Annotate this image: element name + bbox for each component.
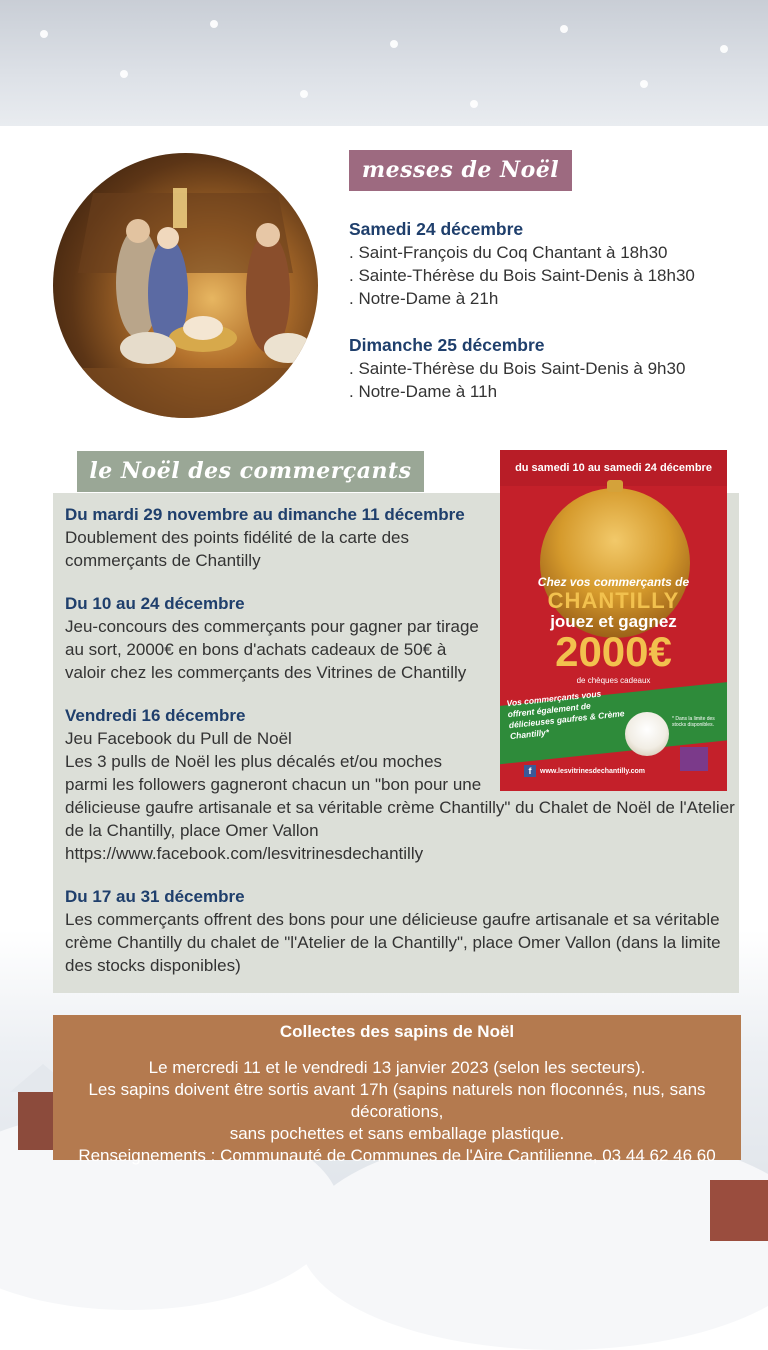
merchants-line: parmi les followers gagneront chacun un "bon pour une xyxy=(65,775,482,794)
tree-collection-line: Renseignements : Communauté de Communes de l'Aire Cantilienne, 03 44 62 46 60 xyxy=(78,1146,716,1165)
snowflake-icon xyxy=(40,30,48,38)
snowflake-icon xyxy=(720,45,728,53)
poster-note: * Dans la limite des stocks disponibles. xyxy=(672,716,715,728)
facebook-link[interactable]: https://www.facebook.com/lesvitrinesdechantilly xyxy=(65,844,424,863)
merchants-line: de la Chantilly, place Omer Vallon xyxy=(65,821,319,840)
merchants-line: crème Chantilly du chalet de "l'Atelier de la Chantilly", place Omer Vallon (dans la limite xyxy=(65,933,721,952)
poster-line: Chez vos commerçants de xyxy=(537,575,690,589)
merchants-line: Jeu Facebook du Pull de Noël xyxy=(65,729,292,748)
tree-collection-title: Collectes des sapins de Noël xyxy=(279,1022,515,1041)
tree-collection-panel xyxy=(53,1015,741,1165)
merchants-line: des stocks disponibles) xyxy=(65,956,241,975)
nativity-scene-image xyxy=(53,153,318,418)
snowflake-icon xyxy=(470,100,478,108)
masses-day-heading: Samedi 24 décembre xyxy=(349,219,524,239)
snowflake-icon xyxy=(120,70,128,78)
poster-website: www.lesvitrinesdechantilly.com xyxy=(540,768,646,775)
house-illustration xyxy=(710,1180,768,1241)
masses-line: . Notre-Dame à 11h xyxy=(349,382,498,401)
snow-banner xyxy=(0,0,768,126)
poster-play: jouez et gagnez xyxy=(550,612,677,631)
merchants-section-heading: Du mardi 29 novembre au dimanche 11 décembre xyxy=(65,505,465,524)
snowflake-icon xyxy=(300,90,308,98)
merchants-line: Jeu-concours des commerçants pour gagner par tirage xyxy=(65,617,479,636)
masses-line: . Saint-François du Coq Chantant à 18h30 xyxy=(349,243,668,262)
waffle-cream-icon xyxy=(625,712,669,756)
merchants-line: Les 3 pulls de Noël les plus décalés et/ou moches xyxy=(65,752,443,771)
poster-dates: du samedi 10 au samedi 24 décembre xyxy=(500,450,727,486)
merchants-line: valoir chez les commerçants des Vitrines de Chantilly xyxy=(65,663,467,682)
vitrines-logo xyxy=(680,747,708,771)
snowflake-icon xyxy=(390,40,398,48)
masses-day-heading: Dimanche 25 décembre xyxy=(349,335,545,355)
poster-city: CHANTILLY xyxy=(547,588,680,613)
merchants-section-heading: Du 10 au 24 décembre xyxy=(65,594,245,613)
facebook-icon: f xyxy=(524,765,536,777)
nativity-photo xyxy=(53,153,318,418)
tree-collection-line: Les sapins doivent être sortis avant 17h (sapins naturels non floconnés, nus, sans décorations, xyxy=(88,1080,706,1121)
poster-amount: 2000€ xyxy=(555,628,672,675)
masses-line: . Sainte-Thérèse du Bois Saint-Denis à 18h30 xyxy=(349,266,695,285)
poster-offer: Vos commerçants vous offrent également de délicieuses gaufres & Crème Chantilly* xyxy=(506,688,625,742)
snowflake-icon xyxy=(640,80,648,88)
poster-cheques: de chèques cadeaux xyxy=(576,676,651,685)
masses-line: . Notre-Dame à 21h xyxy=(349,289,499,308)
merchants-line: au sort, 2000€ en bons d'achats cadeaux de 50€ à xyxy=(65,640,447,659)
tree-collection-line: sans pochettes et sans emballage plastique. xyxy=(229,1124,565,1143)
merchants-line: commerçants de Chantilly xyxy=(65,551,261,570)
masses-line: . Sainte-Thérèse du Bois Saint-Denis à 9h30 xyxy=(349,359,686,378)
merchants-line: délicieuse gaufre artisanale et sa véritable crème Chantilly" du Chalet de Noël de l'Atelier xyxy=(65,798,735,817)
snowflake-icon xyxy=(560,25,568,33)
masses-tag: messes de Noël xyxy=(349,150,572,191)
promo-poster xyxy=(500,450,727,791)
merchants-section-heading: Vendredi 16 décembre xyxy=(65,706,246,725)
merchants-line: Doublement des points fidélité de la carte des xyxy=(65,528,409,547)
tree-collection-line: Le mercredi 11 et le vendredi 13 janvier 2023 (selon les secteurs). xyxy=(148,1058,646,1077)
snowflake-icon xyxy=(210,20,218,28)
merchants-tag: le Noël des commerçants xyxy=(77,451,424,492)
merchants-section-heading: Du 17 au 31 décembre xyxy=(65,887,245,906)
masses-schedule xyxy=(349,218,749,403)
merchants-line: Les commerçants offrent des bons pour une délicieuse gaufre artisanale et sa véritable xyxy=(65,910,720,929)
